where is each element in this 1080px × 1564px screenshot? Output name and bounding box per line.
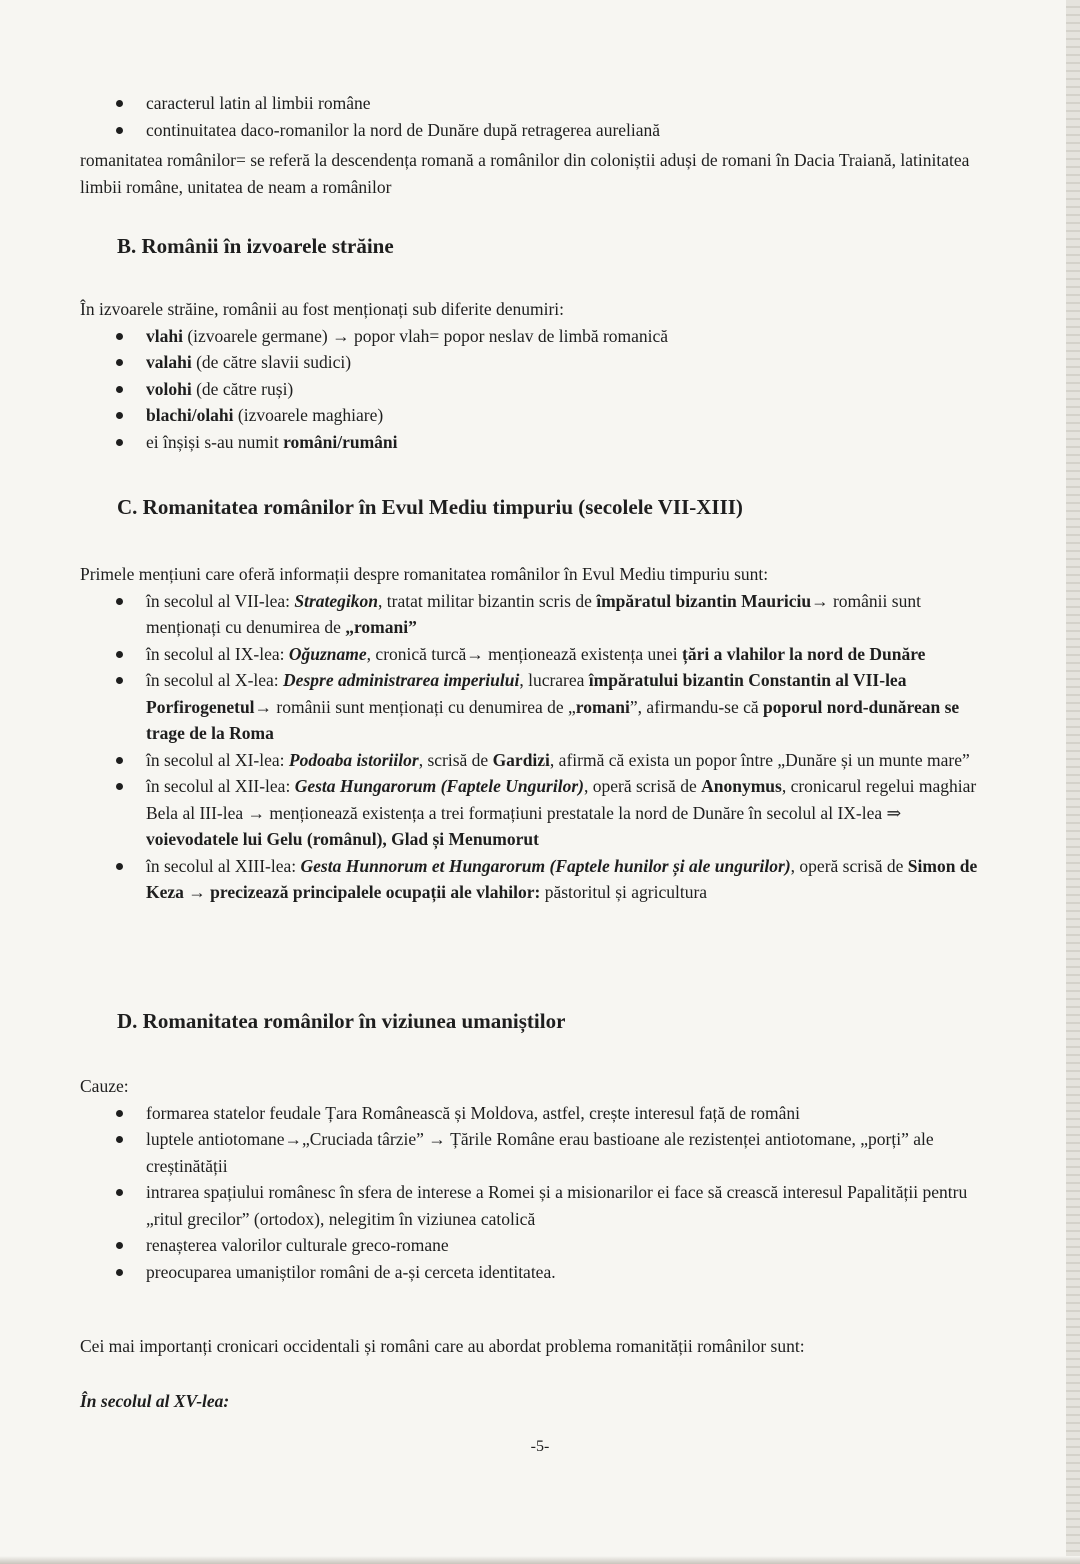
list-item: valahi (de către slavii sudici) [0, 349, 1080, 376]
section-c-intro: Primele mențiuni care oferă informații despre romanitatea românilor în Evul Mediu timpuriu sunt: [80, 564, 769, 584]
section-d-body [0, 1073, 1080, 1285]
list-item: blachi/olahi (izvoarele maghiare) [0, 402, 1080, 429]
section-b-title: B. Românii în izvoarele străine [117, 234, 394, 258]
list-item: renașterea valorilor culturale greco-romane [0, 1232, 1080, 1259]
section-d-list [0, 1100, 1080, 1286]
section-c-title: C. Romanitatea românilor în Evul Mediu timpuriu (secolele VII-XIII) [117, 495, 743, 519]
page-number: -5- [530, 1438, 550, 1455]
list-item: în secolul al X-lea: Despre administrarea imperiului, lucrarea împăratului bizantin Constantin al VII-lea Porfirogenetul→ românii sunt menționați cu denumirea de „romani”, afirmandu-se că poporul nord-dunărean se trage de la Roma [0, 667, 1080, 747]
section-c-body [0, 561, 1080, 906]
century-heading: În secolul al XV-lea: [80, 1391, 230, 1411]
intro-list [0, 90, 1080, 143]
list-item: caracterul latin al limbii române [0, 90, 1080, 117]
section-d-title: D. Romanitatea românilor în viziunea umaniștilor [117, 1009, 566, 1033]
list-item: în secolul al XIII-lea: Gesta Hunnorum et Hungarorum (Faptele hunilor și ale ungurilor), operă scrisă de Simon de Keza → precizează principalele ocupații ale vlahilor: păstoritul și agricultura [0, 853, 1080, 906]
section-b-body [0, 296, 1080, 455]
page-bottom-shadow [0, 1556, 1080, 1564]
causes-label: Cauze: [80, 1076, 129, 1096]
list-item: intrarea spațiului românesc în sfera de interese a Romei și a misionarilor ei face să crească interesul Papalității pentru „ritul grecilor” (ortodox), nelegitim în viziunea catolică [0, 1179, 1080, 1232]
list-item: în secolul al VII-lea: Strategikon, tratat militar bizantin scris de împăratul bizantin Mauriciu→ românii sunt menționați cu denumirea de „romani” [0, 588, 1080, 641]
list-item: formarea statelor feudale Țara Românească și Moldova, astfel, crește interesul față de români [0, 1100, 1080, 1127]
list-item: luptele antiotomane→„Cruciada târzie” → Țările Române erau bastioane ale rezistenței antiotomane, „porți” ale creștinătății [0, 1126, 1080, 1179]
list-item: în secolul al XI-lea: Podoaba istoriilor, scrisă de Gardizi, afirmă că exista un popor între „Dunăre și un munte mare” [0, 747, 1080, 774]
chroniclers-intro: Cei mai importanți cronicari occidentali și români care au abordat problema romanității românilor sunt: [80, 1336, 805, 1356]
romanitatea-definition: romanitatea românilor= se referă la descendența romană a românilor din coloniștii aduși de romani în Dacia Traiană, latinitatea limbii române, unitatea de neam a românilor [80, 150, 970, 197]
list-item: în secolul al XII-lea: Gesta Hungarorum (Faptele Ungurilor), operă scrisă de Anonymus, cronicarul regelui maghiar Bela al III-lea → menționează existența a trei formațiuni prestatale la nord de Dunăre în secolul al IX-lea ⇒ voievodatele lui Gelu (românul), Glad și Menumorut [0, 773, 1080, 853]
section-c-list [0, 588, 1080, 906]
section-b-intro: În izvoarele străine, românii au fost menționați sub diferite denumiri: [80, 299, 565, 319]
list-item: continuitatea daco-romanilor la nord de Dunăre după retragerea aureliană [0, 117, 1080, 144]
list-item: volohi (de către ruși) [0, 376, 1080, 403]
intro-list-block [0, 90, 1080, 200]
list-item: ei înșiși s-au numit români/rumâni [0, 429, 1080, 456]
section-b-list [0, 323, 1080, 456]
list-item: preocuparea umaniștilor români de a-și cerceta identitatea. [0, 1259, 1080, 1286]
list-item: vlahi (izvoarele germane) → popor vlah= popor neslav de limbă romanică [0, 323, 1080, 350]
list-item: în secolul al IX-lea: Oğuzname, cronică turcă→ menționează existența unei țări a vlahilor la nord de Dunăre [0, 641, 1080, 668]
